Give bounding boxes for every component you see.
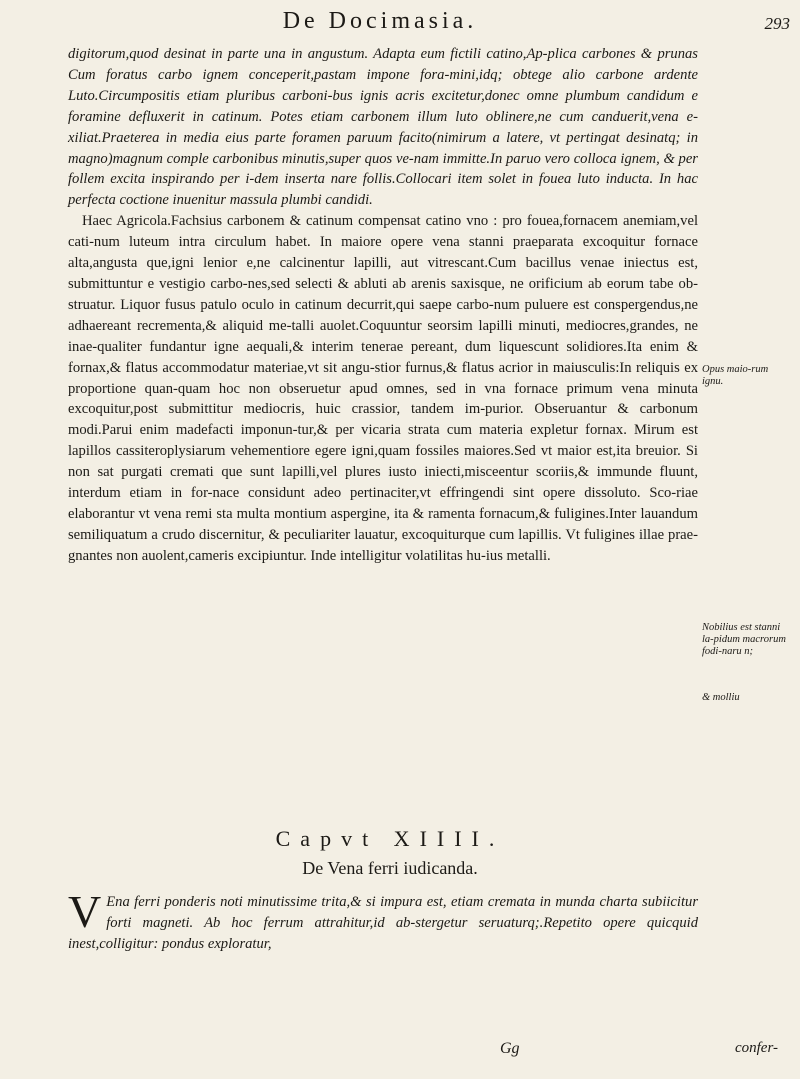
marginal-note-1: Opus maio-rum ignu. [702,364,769,387]
signature-mark: Gg [500,1040,520,1057]
chapter-opening-text: Ena ferri ponderis noti minutissime trita,& si impura est, etiam cremata in munda charta subiicitur forti magneti. Ab hoc ferrum attrahitur,id ab-stergetur seruaturq;.Repetito opere quicquid inest,colligitur: pondus exploratur, [68,894,698,952]
page-number: 293 [764,14,790,33]
chapter-subtitle: De Vena ferri iudicanda. [302,858,478,878]
running-title: De Docimasia. [282,8,478,34]
marginal-note-3: & molliu [702,692,740,703]
marginal-note-2: Nobilius est stanni la-pidum macrorum fodi-naru n; [702,622,786,657]
paragraph-commentary: Haec Agricola.Fachsius carbonem & catinum compensat catino vno : pro fouea,fornacem anemiam,vel cati-num luteum intra circulum habet. In maiore opere vena stanni praeparata excoquitur fornace alta,angusta que,igni lenior e,ne calcinentur lapilli, aut vitrescant.Cum bacillus venae iniectus est, submittuntur e vestigio carbo-nes,sed selecti & abluti ab arenis saxisque, ne orificium ab eorum tabe ob-struatur. Liquor fusus patulo oculo in catinum decurrit,qui saepe carbo-num puluere est conspergendus,ne adhaereant recrementa,& aliquid me-talli auolet.Coquuntur seorsim lapilli minuti, mediocres,grandes, ne inae-qualiter fundantur igne aequali,& interim tenerae pereant, dum liquescunt solidiores.Ita enim & fornax,& flatus accommodatur materiae,vt sit angu-stior furnus,& flatus acrior in maiusculis:In reliquis ex proportione quan-quam hoc non obseruetur apud omnes, sed in vna fornace primum vena minuta excoquitur,post submittitur mediocris, huic crassior, tandem im-purior. Obseruantur & carbonum modi.Parui enim madefacti imponun-tur,& per vicaria strata cum materia expletur fornax. Mirum est lapillos cassiteroplysiarum vehementiore egere igni,quam fossiles maiores.Sed vt maior est,ita breuior. Si non sat purgati cremati que sunt lapilli,vel plures iusto iniecti,misceentur scoriis,& immunde fluunt, interdum etiam in for-nace considunt adeo pertinaciter,vt effringendi sint opere dissoluto. Sco-riae elaborantur vt vena remi sta multa montium aspergine, ita & ramenta fornacum,& fuligines.Inter lauandum semiliquatum a crudo discernitur, & peculiariter lauatur, excoquiturque cum lapillis. Vt fuligines illae prae-gnantes non auolent,cameris excipiuntur. Inde intelligitur volatilitas hu-ius metalli. [68,213,698,564]
catchword: confer- [734,1040,778,1056]
drop-capital: V [68,886,102,937]
chapter-heading: Capvt XIIII. [275,826,505,851]
page-footer [0,1040,800,1070]
chapter-text [68,886,698,955]
page-header [0,8,800,42]
paragraph-recipe: digitorum,quod desinat in parte una in angustum. Adapta eum fictili catino,Ap-plica carbones & prunas Cum foratus carbo ignem conceperit,pastam impone fora-mini,idq; obtege alio carbone ardente Luto.Circumpositis etiam pluribus carboni-bus ignis acris excitetur,donec omne plumbum candidum e foramine defluxerit in catinum. Potes etiam carbonem illum luto oblinere,ne cum canduerit,vena e-xiliat.Praeterea in media eius parte foramen paruum facito(nimirum a latere, vt pertingat desinatq; in magno)magnum comple carbonibus minutis,super quos ve-nam immitte.In paruo vero colloca ignem, & per follem excita inspirando per i-dem inserta nare follis.Collocari item solet in fouea luto inducta. In hac perfecta coctione inuenitur massula plumbi candidi. [68,46,698,209]
main-text-block [68,44,698,567]
